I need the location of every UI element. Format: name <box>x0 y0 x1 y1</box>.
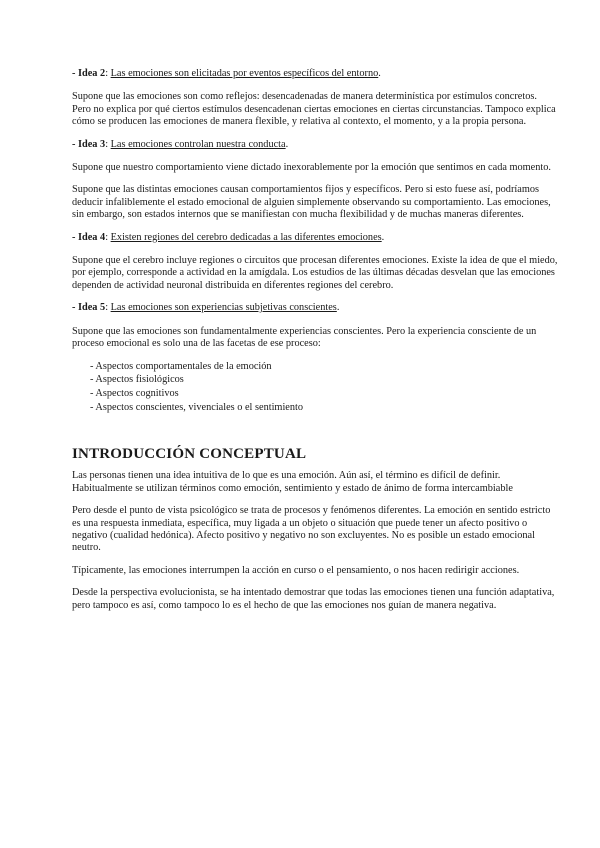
list-item: - Aspectos comportamentales de la emoción <box>90 360 272 372</box>
idea-label: - Idea 3 <box>72 138 106 150</box>
idea-3-heading: - Idea 3: Las emociones controlan nuestra conducta. <box>72 138 289 150</box>
document-page <box>72 68 558 622</box>
paragraph: Supone que las emociones son fundamentalmente experiencias conscientes. Pero la experiencia consciente de un proceso emocional es solo una de las facetas de ese proceso: <box>72 325 537 350</box>
idea-title: Las emociones controlan nuestra conducta <box>110 138 286 150</box>
idea-title: Las emociones son experiencias subjetivas conscientes <box>110 302 337 314</box>
paragraph: Pero desde el punto de vista psicológico se trata de procesos y fenómenos diferentes. La emoción en sentido estricto es una respuesta inmediata, específica, muy ligada a un objeto o situación que puede tener un afecto positivo o negativo (cualidad hedónica). Afecto positivo y negativo no son excluyentes. No es posible un estado emocional neutro. <box>72 505 551 554</box>
list-item: - Aspectos fisiológicos <box>90 374 184 386</box>
section-heading: INTRODUCCIÓN CONCEPTUAL <box>72 446 307 463</box>
idea-label: - Idea 5 <box>72 302 106 314</box>
paragraph: Las personas tienen una idea intuitiva de lo que es una emoción. Aún así, el término es difícil de definir. Habitualmente se utilizan términos como emoción, sentimiento y estado de ánimo de forma intercambiable <box>72 470 513 494</box>
idea-5-heading: - Idea 5: Las emociones son experiencias subjetivas conscientes. <box>72 302 340 314</box>
idea-4-heading: - Idea 4: Existen regiones del cerebro dedicadas a las diferentes emociones. <box>72 231 385 243</box>
idea-label: - Idea 2 <box>72 68 106 79</box>
idea-title: Las emociones son elicitadas por eventos específicos del entorno <box>110 68 379 79</box>
paragraph: Supone que las emociones son como reflejos: desencadenadas de manera determinística por estímulos concretos. Pero no explica por qué ciertos estímulos desencadenan ciertas emociones en ciertas circunstancias. Tampoco explica cómo se producen las emociones de manera flexible, y relativa al contexto, el momento, y a la propia persona. <box>72 91 556 128</box>
paragraph: Supone que las distintas emociones causan comportamientos fijos y específicos. Pero si esto fuese así, podríamos deducir infaliblemente el estado emocional de alguien simplemente observando su comportamiento. Las emociones, sin embargo, son estados internos que se manifiestan con mucha flexibilidad y de muchas maneras diferentes. <box>72 184 551 221</box>
list-item: - Aspectos conscientes, vivenciales o el sentimiento <box>90 401 304 413</box>
aspects-list <box>72 361 558 415</box>
paragraph: Supone que nuestro comportamiento viene dictado inexorablemente por la emoción que sentimos en cada momento. <box>72 162 551 174</box>
paragraph: Típicamente, las emociones interrumpen la acción en curso o el pensamiento, o nos hacen redirigir acciones. <box>72 564 520 576</box>
paragraph: Desde la perspectiva evolucionista, se ha intentado demostrar que todas las emociones tienen una función adaptativa, pero tampoco es así, como tampoco lo es el hecho de que las emociones nos guían de manera negativa. <box>72 587 555 611</box>
paragraph: Supone que el cerebro incluye regiones o circuitos que procesan diferentes emociones. Existe la idea de que el miedo, por ejemplo, corresponde a actividad en la amígdala. Los estudios de las últimas décadas desvelan que las emociones dependen de actividad neuronal distribuida en diferentes regiones del cerebro. <box>72 255 558 291</box>
idea-2-heading: - Idea 2: Las emociones son elicitadas por eventos específicos del entorno. <box>72 68 381 79</box>
list-item: - Aspectos cognitivos <box>90 387 179 399</box>
idea-title: Existen regiones del cerebro dedicadas a las diferentes emociones <box>110 231 382 243</box>
idea-label: - Idea 4 <box>72 231 106 243</box>
